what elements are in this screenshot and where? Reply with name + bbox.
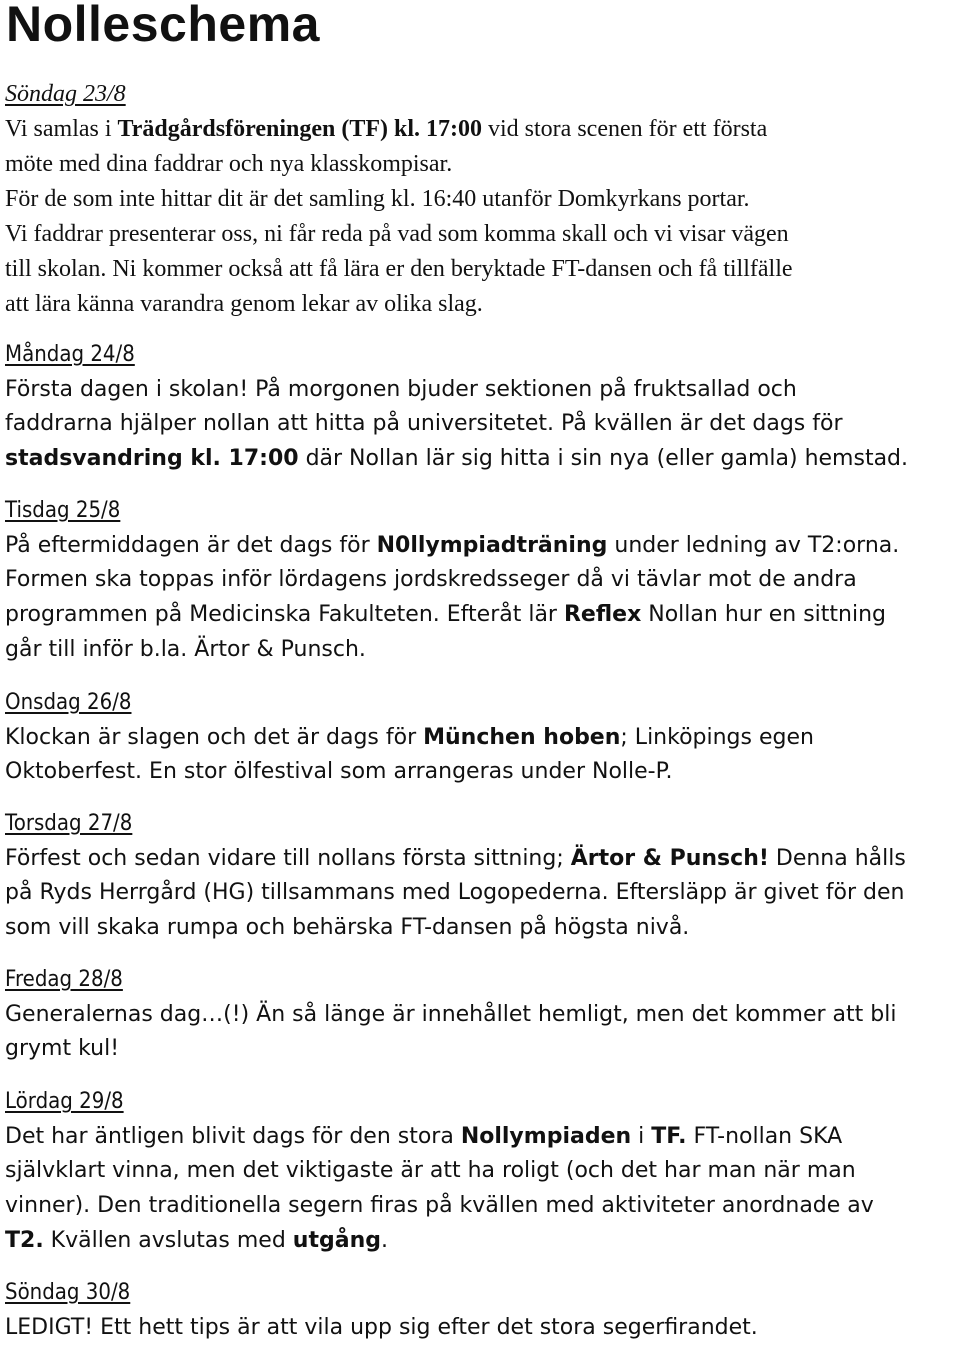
day-date: Fredag 28/8 (5, 963, 123, 998)
day-description (5, 1311, 954, 1345)
text-segment: Oktoberfest. En stor ölfestival som arrangeras under Nolle-P. (5, 759, 672, 784)
text-segment: Nollan hur en sittning (641, 602, 886, 627)
bold-text: Ärtor & Punsch! (571, 846, 769, 871)
bold-text: Reflex (564, 602, 641, 627)
text-segment: Formen ska toppas inför lördagens jordskredsseger då vi tävlar mot de andra (5, 567, 857, 592)
text-segment: vid stora scenen för ett första (482, 116, 767, 142)
text-segment: . (381, 1228, 388, 1253)
day-date: Torsdag 27/8 (5, 807, 132, 842)
day-date: Söndag 30/8 (5, 1276, 130, 1311)
text-line (5, 633, 954, 668)
text-segment: Denna hålls (769, 846, 906, 871)
text-segment: ; Linköpings egen (620, 725, 814, 750)
text-segment: där Nollan lär sig hitta i sin nya (eller gamla) hemstad. (299, 446, 908, 471)
bold-text: TF. (651, 1124, 686, 1149)
text-segment: till skolan. Ni kommer också att få lära er den beryktade FT-dansen och få tillfälle (5, 256, 793, 282)
bold-text: Trädgårdsföreningen (TF) kl. 17:00 (118, 116, 482, 142)
text-line (5, 1154, 954, 1189)
bold-text: T2. (5, 1228, 44, 1253)
bold-text: N0llympiadträning (377, 533, 608, 558)
day-entry (5, 1085, 954, 1258)
bold-text: Nollympiaden (461, 1124, 631, 1149)
text-segment: LEDIGT! Ett hett tips är att vila upp sig efter det stora segerfirandet. (5, 1315, 758, 1340)
day-description (5, 1120, 954, 1259)
day-description (5, 373, 954, 477)
text-segment: Vi faddrar presenterar oss, ni får reda på vad som komma skall och vi visar vägen (5, 221, 789, 247)
day-date: Onsdag 26/8 (5, 686, 131, 721)
text-segment: att lära känna varandra genom lekar av olika slag. (5, 291, 483, 317)
text-segment: på Ryds Herrgård (HG) tillsammans med Logopederna. Eftersläpp är givet för den (5, 880, 904, 905)
day-description (5, 529, 954, 668)
page-title: Nolleschema (6, 0, 320, 54)
text-segment: i (631, 1124, 651, 1149)
text-segment: Förfest och sedan vidare till nollans första sittning; (5, 846, 571, 871)
text-line (5, 252, 954, 287)
day-entry (5, 686, 954, 790)
text-line (5, 1224, 954, 1259)
bold-text: München hoben (423, 725, 620, 750)
day-description (5, 112, 954, 322)
bold-text: stadsvandring kl. 17:00 (5, 446, 299, 471)
text-segment: FT-nollan SKA (686, 1124, 842, 1149)
text-segment: under ledning av T2:orna. (607, 533, 899, 558)
day-entry (5, 494, 954, 667)
text-line (5, 112, 954, 147)
text-line (5, 287, 954, 322)
day-date: Måndag 24/8 (5, 338, 135, 373)
text-segment: Vi samlas i (5, 116, 118, 142)
text-line (5, 217, 954, 252)
text-segment: går till inför b.la. Ärtor & Punsch. (5, 637, 366, 662)
text-line (5, 1120, 954, 1155)
text-segment: Generalernas dag…(!) Än så länge är innehållet hemligt, men det kommer att bli (5, 1002, 896, 1027)
text-line (5, 147, 954, 182)
day-description (5, 721, 954, 790)
day-entry (5, 1276, 954, 1345)
text-line (5, 529, 954, 564)
day-description (5, 842, 954, 946)
text-line (5, 598, 954, 633)
text-line (5, 1311, 954, 1345)
day-date: Söndag 23/8 (5, 77, 126, 112)
text-line (5, 911, 954, 946)
text-segment: På eftermiddagen är det dags för (5, 533, 377, 558)
day-date: Tisdag 25/8 (5, 494, 120, 529)
text-line (5, 407, 954, 442)
text-segment: Första dagen i skolan! På morgonen bjuder sektionen på fruktsallad och (5, 377, 797, 402)
text-segment: som vill skaka rumpa och behärska FT-dansen på högsta nivå. (5, 915, 689, 940)
text-segment: För de som inte hittar dit är det samling kl. 16:40 utanför Domkyrkans portar. (5, 186, 750, 212)
day-date: Lördag 29/8 (5, 1085, 124, 1120)
text-line (5, 1032, 954, 1067)
text-segment: självklart vinna, men det viktigaste är att ha roligt (och det har man när man (5, 1158, 856, 1183)
day-description (5, 998, 954, 1067)
day-entry (5, 338, 954, 477)
text-segment: Det har äntligen blivit dags för den stora (5, 1124, 461, 1149)
text-line (5, 721, 954, 756)
text-segment: programmen på Medicinska Fakulteten. Efteråt lär (5, 602, 564, 627)
day-entry (5, 963, 954, 1067)
text-line (5, 755, 954, 790)
text-segment: faddrarna hjälper nollan att hitta på universitetet. På kvällen är det dags för (5, 411, 843, 436)
text-line (5, 998, 954, 1033)
text-line (5, 563, 954, 598)
text-line (5, 182, 954, 217)
text-segment: Klockan är slagen och det är dags för (5, 725, 423, 750)
text-segment: vinner). Den traditionella segern firas på kvällen med aktiviteter anordnade av (5, 1193, 874, 1218)
text-line (5, 1189, 954, 1224)
text-segment: Kvällen avslutas med (44, 1228, 293, 1253)
text-line (5, 876, 954, 911)
text-line (5, 842, 954, 877)
text-line (5, 373, 954, 408)
bold-text: utgång (293, 1228, 381, 1253)
text-segment: grymt kul! (5, 1036, 119, 1061)
text-segment: möte med dina faddrar och nya klasskompisar. (5, 151, 452, 177)
text-line (5, 442, 954, 477)
day-entry (5, 807, 954, 946)
day-entry (5, 77, 954, 322)
